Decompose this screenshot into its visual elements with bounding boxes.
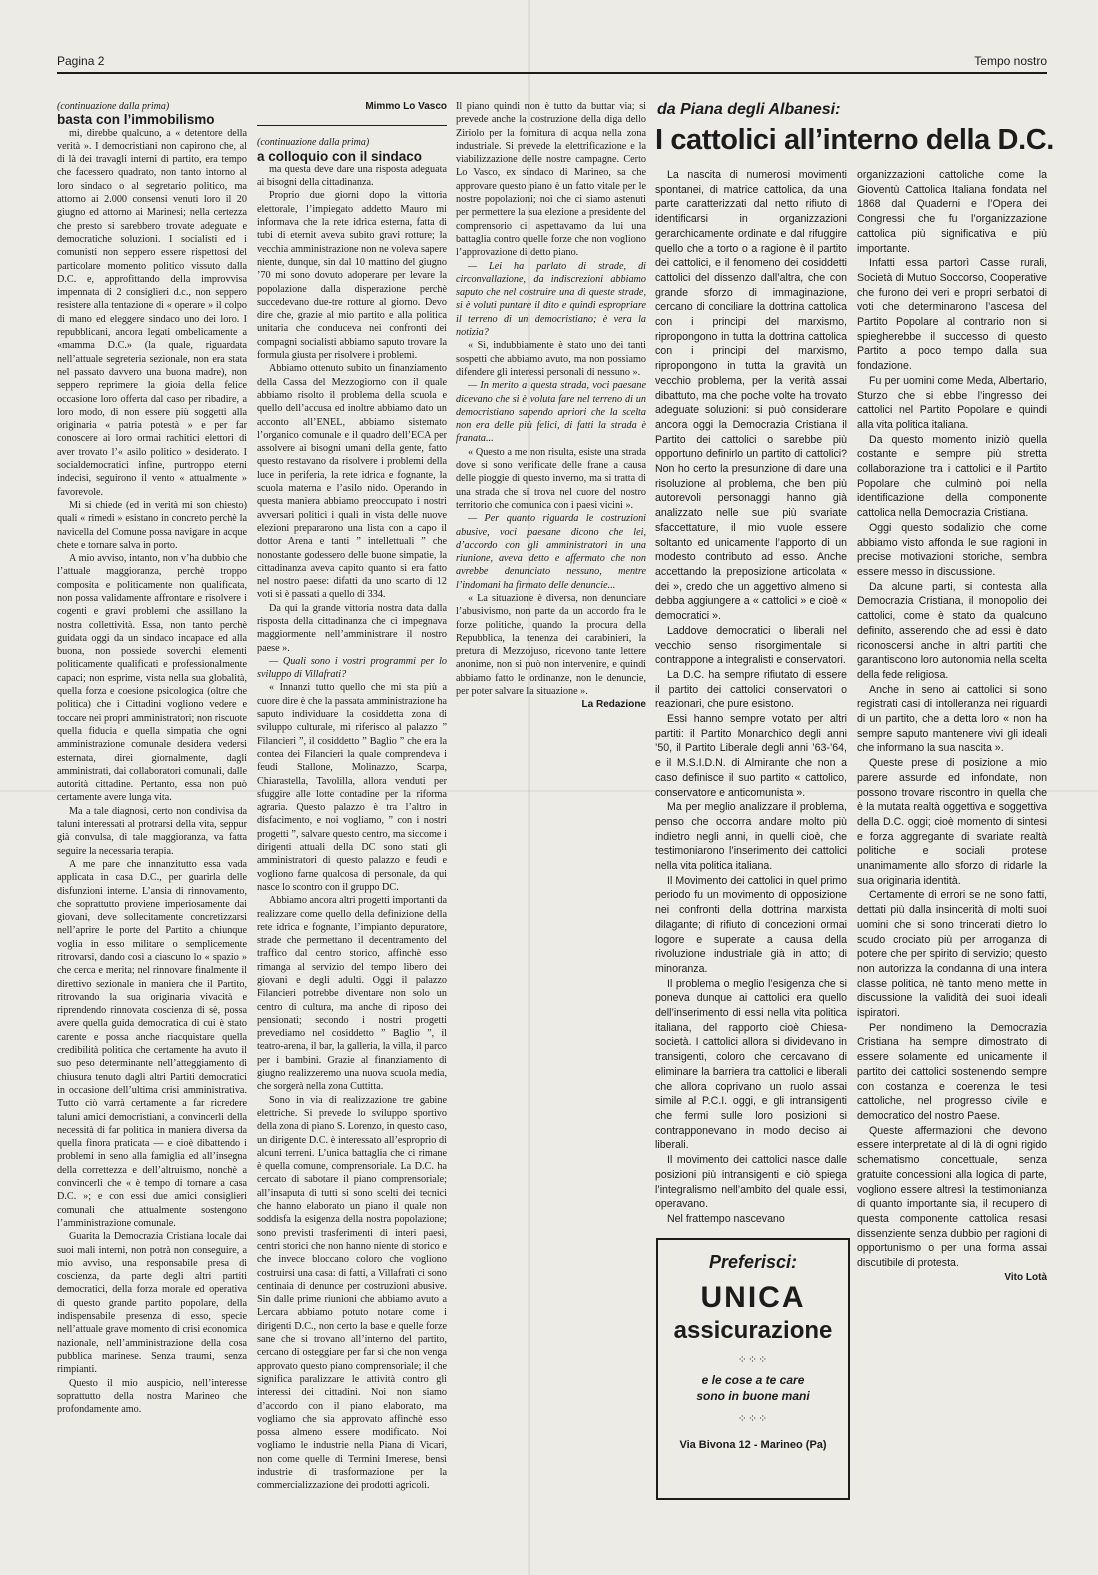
ad-prefix: Preferisci: xyxy=(708,1252,798,1272)
article-paragraph: La nascita di numerosi movimenti spontanei, di matrice cattolica, da una parte caratterizzati dal netto rifiuto di identificarsi in organizzazioni gerarchicamente ordinate e dal rifuggire quello che a torto o a ragione è il partito dei cattolici, e il fenomeno dei cosiddetti cattolici del dissenzo dall’altra, che con grande sforzo di immaginazione, cercano di conciliare la dottrina cattolica con i principi del marxismo, ripropongono in tutta la dottrina cattolica con i principi del marxismo, ripropongono in tutta la gravità un vecchio problema, per la verità assai dibattuto, ma che poche volte ha trovato adeguate soluzioni: si può considerare ancora oggi la Democrazia Cristiana il Partito dei cattolici o sarebbe più opportuno definirlo un partito di cattolici? Non ho certo la presunzione di dare una risoluzione al problema, che ben più autorevoli personaggi hanno già analizzato nelle sue più svariate sfaccettature, il mio vuole essere soltanto ed unicamente l’apporto di un modesto contributo ad esso. Anche accettando la preposizione articolata « dei », credo che un aggettivo almeno si debba aggiungere a « cattolici » e cioè « democratici ». xyxy=(655,169,847,623)
column-5 xyxy=(857,168,1047,1498)
newspaper-name: Tempo nostro xyxy=(974,54,1047,68)
article3-continuation xyxy=(857,168,1047,1271)
article-paragraph: — Lei ha parlato di strade, di circonvallazione, da indiscrezioni abbiamo saputo che nel costruire una di queste strade, si è voluti puntare il dito e quindi espropriare il terreno di un democristiano; è vera la notizia? xyxy=(456,260,646,339)
article-paragraph: ma questa deve dare una risposta adeguata ai bisogni della cittadinanza. xyxy=(257,163,447,189)
signature-lota: Vito Lotà xyxy=(1004,1271,1047,1283)
article-paragraph: Sono in via di realizzazione tre gabine elettriche. Si prevede lo sviluppo sportivo della zona di piano S. Lorenzo, in questo caso, un dirigente D.C. è interessato all’esproprio di alcuni terreni. L’unica battaglia che ci rimane è quella comune, comprensoriale. La D.C. ha cercato di sabotare il piano comprensoriale; all’insaputa di tutti si sono scelti dei tecnici che hanno elaborato un piano il quale non soddisfa la esigenza della nostra popolazione; sono previsti trasferimenti di interi paesi, centri storici che non hanno niente di storico e che invece bloccano coloro che vogliono costruirsi una casa: di fatti, a Villafrati ci sono centinaia di denunce per costruzioni abusive. Sin dalle prime riunioni che abbiamo avuto a Lercara abbiamo potuto notare come i dirigenti D.C., non certo la base e quelle forze sane che si trovano all’interno del partito, cercano di osteggiare per far sì che non venga approvato questo piano comprensoriale; il che significa paralizzare le attività contro gli interessi dei cittadini. Noi non siamo d’accordo con il piano elaborato, ma vogliamo che sia approvato affinchè esso possa almeno essere modificato. Noi vogliamo le industrie nella Piana di Vicari, non come quelle di Termini Imerese, bensì industrie di trasformazione per la commercializzazione dei prodotti agricoli. xyxy=(257,1094,447,1492)
article-paragraph: Il movimento dei cattolici nasce dalle posizioni più intransigenti e ciò spiega l’integralismo nell’ambito del quale essi, operavano. xyxy=(655,1154,847,1211)
article-paragraph: Da qui la grande vittoria nostra data dalla risposta della cittadinanza che ci impegnava maggiormente nell’amministrare il nostro paese ». xyxy=(257,602,447,654)
article-paragraph: mi, direbbe qualcuno, a « detentore della verità ». I democristiani non capirono che, al di là dei travagli interni di partito, era tempo che facessero quadrato, non tanto intorno al loro sindaco o al segretario politico, ma attorno ai 2.000 consensi venuti loro il 20 giugno ed attorno ai Marinesi; nella certezza che presto si sarebbero trovate adeguate e democratiche soluzioni. I socialisti ed i comunisti non seppero essere rispettosi del particolare momento politico vissuto dalla D.C. e, approfittando della improvvisa impennata di 2 consiglieri d.c., non seppero resistere alla tentazione di « operare » il colpo di mano ed eleggere sindaco uno dei loro. I repubblicani, ancora legati ombelicamente a «mamma D.C.» (la quale, riguardata nell’attuale segreteria sezionale, non era stata nel passato davvero una buona madre), non seppero reprimere la gioia della felice occasione loro offerta dal caso per ribadire, a loro modo, di non essere più soggetti alla originaria « patria potestà » e per far conoscere ai loro ormai rachitici elettori di aver trovato l’« asilo politico » desiderato. I socialdemocratici infine, purtroppo eterni indecisi, seguirono il vento « attualmente » favorevole. xyxy=(57,127,247,498)
article-paragraph: Proprio due giorni dopo la vittoria elettorale, l’impiegato addetto Mauro mi informava che la rete idrica esterna, fatta di tubi di eternit aveva subito gravi rotture; la vecchia amministrazione non ne voleva sapere niente, dunque, sin dal 10 mattino del giugno ’70 mi sono dovuto adoperare per levare la popolazione dalla disperazione perchè succedevano due-tre rotture al giorno. Devo dire che, grazie al mio partito e alla politica unitaria che conduceva nei confronti dei compagni socialisti abbiamo saputo trovare la formula giusta per risolvere i problemi. xyxy=(257,190,447,362)
article-paragraph: Nel frattempo nascevano xyxy=(667,1212,785,1225)
article-paragraph: Abbiamo ancora altri progetti importanti da realizzare come quello della definizione della rete idrica e fognante, l’impianto depuratore, strade che permettano il decentramento del traffico dal centro storico, affinchè esso rimanga al servizio del tempo libero dei giovani e degli adulti. Oggi il palazzo Filancieri potrebbe diventare non solo un centro di cultura, ma anche di riposo dei pensionati; secondo i nostri progetti prevediamo nel cosiddetto ” Baglio ”, il teatro-arena, il bar, la galleria, la villa, il parco per i bambini. Grazie al finanziamento di giugno realizzeremo una nuova scuola media, che sorgerà nella zona Cuttitta. xyxy=(257,895,447,1093)
article-paragraph: Abbiamo ottenuto subito un finanziamento della Cassa del Mezzogiorno con il quale abbiamo risolto il problema della scuola e quello dell’accusa ed inoltre abbiamo dato un acconto all’ENEL, abbiamo sistemato l’organico comunale e il quadro dell’ECA per assolvere ai bisogni umani della gente, fatto questo restavano da risolvere i problemi della luce in periferia, la rete idrica e fognante, la scuola materna e l’asilo nido. Operando in questa maniera abbiamo preoccupato i nostri avversari politici i quali in vista delle nuove elezioni prepararono una lista con a capo il dottor Arena e tanti ” intellettuali ” che nonostante godessero delle buone simpatie, la cittadinanza aveva capito quanto si era fatto nel nostro paese: difatti da uno scarto di 12 voti si è passati a quello di 334. xyxy=(257,363,447,601)
article-paragraph: Essi hanno sempre votato per altri partiti: il Partito Monarchico degli anni ’50, il Partito Liberale degli anni ’63-’64, e il M.S.I.D.N. di Almirante che non a caso definisce il suo partito « cattolico, conservatore e anticomunista ». xyxy=(655,713,847,799)
column-3 xyxy=(456,100,646,1498)
article-paragraph: Laddove democratici o liberali nel vecchio senso risorgimentale si contrappone a integralisti e conservatori. xyxy=(655,624,847,667)
ad-slogan-line1: e le cose a te care xyxy=(701,1373,805,1387)
article-paragraph: Infatti essa partorì Casse rurali, Società di Mutuo Soccorso, Cooperative che furono dei veri e propri serbatoi di voti che determinarono l’ascesa del Partito Popolare al contrario non si spiegherebbe il successo di questo Partito a poco tempo dalla sua fondazione. xyxy=(857,257,1047,373)
column-1 xyxy=(57,100,247,1498)
article-paragraph: — Per quanto riguarda le costruzioni abusive, voci paesane dicono che lei, d’accordo con gli amministratori in una riunione, aveva detto e affermato che non avrebbe denunciato nessuno, mentre l’indomani ha firmato delle denuncie... xyxy=(456,513,646,591)
article-paragraph: Il piano quindi non è tutto da buttar via; si prevede anche la costruzione della diga dello Ziriolo per la fornitura di acqua nella zona industriale. Si prevede la elettrificazione e la viabilizzazione delle nostre campagne. Certo Lo Vasco, ex sindaco di Marineo, sa che approvare questo piano è un fatto vitale per le nostre popolazioni; noi che ci siamo astenuti per permettere la sua elezione a presidente del comprensorio ci aspettavamo da lui una battaglia contro quelle forze che non vogliono l’approvazione di detto piano. xyxy=(456,101,646,259)
column-4 xyxy=(655,168,847,1230)
article-paragraph: Ma a tale diagnosi, certo non condivisa da taluni interessati al protrarsi della vita, seppur già convulsa, di tale maggioranza, va fatta seguire la necessaria terapia. xyxy=(57,805,247,857)
header-rule xyxy=(57,72,1047,74)
article-paragraph: Da alcune parti, si contesta alla Democrazia Cristiana, il monopolio dei cattolici, come è stato da qualcuno definito, asserendo che ad essi è dato riconoscersi anche in altri partiti che garantiscono loro autonomia nella scelta della fede religiosa. xyxy=(857,580,1047,681)
article-paragraph: Queste prese di posizione a mio parere assurde ed infondate, non possono trovare riscontro in quella che è la mutata realtà oggettiva e soggettiva della D.C. oggi; cioè momento di sintesi e forza aggregante di svariate realtà politiche e sociali protese unanimamente allo sforzo di ridarle la sua originaria identità. xyxy=(857,757,1047,887)
article-paragraph: A mio avviso, intanto, non v’ha dubbio che l’attuale maggioranza, perchè troppo composita e politicamente non qualificata, non possa validamente affrontare e risolvere i cogenti e gravi problemi che assillano la nostra collettività. Essa, non tanto perchè guidata oggi da un sindaco incapace ed alla buona, non possiede soverchi elementi politicamente qualificati e professionalmente capaci; non esprime, vista nella sua globalità, quella forza e coesione psicologica (oltre che politica) che i Cittadini vogliono vedere e toccare nei propri amministratori; non riscuote quella fiducia e quella simpatia che ogni amministrazione comunale desidera vedersi esternata, direi giornalmente, dagli amministrati, dai collaboratori comunali, dalle autorità cittadine. Pertanto, essa non può certamente avere lunga vita. xyxy=(57,553,247,804)
article-paragraph: — Quali sono i vostri programmi per lo sviluppo di Villafrati? xyxy=(257,655,447,681)
ad-slogan-line2: sono in buone mani xyxy=(696,1389,810,1403)
article3-headline: I cattolici all’interno della D.C. xyxy=(655,124,1054,156)
article-paragraph: Il problema o meglio l’esigenza che si poneva dunque ai cattolici era quello dell’inserimento di essi nella vita politica italiana, del rapporto cioè Chiesa-società. I cattolici allora si dividevano in transigenti, coloro che cercavano di eliminare la barriera tra cattolici e liberali che allora coprivano un ruolo assai simile al P.C.I. oggi, e gli intransigenti che fermi sulle loro posizioni si contrapponevano in modo deciso ai liberali. xyxy=(655,977,847,1152)
signature-redazione: La Redazione xyxy=(581,699,646,711)
ad-brand-assicurazione: assicurazione xyxy=(673,1317,833,1344)
unica-assicurazione-ad xyxy=(656,1238,850,1500)
ad-brand-unica: UNICA xyxy=(700,1281,806,1314)
article-paragraph: organizzazioni cattoliche come la Gioventù Cattolica Italiana fondata nel 1868 dal Quaderni e l’Opera dei Congressi che fu l’organizzazione cattolica più significativa e più importante. xyxy=(857,169,1047,255)
article2-start xyxy=(257,163,447,1493)
article-paragraph: « Sì, indubbiamente è stato uno dei tanti sospetti che abbiamo avuto, ma non possiamo difendere gli interessi personali di nessuno ». xyxy=(456,340,646,378)
page-number-label: Pagina 2 xyxy=(57,54,105,68)
article-paragraph: Oggi questo sodalizio che come abbiamo visto affonda le sue ragioni in precise motivazioni storiche, sembra essere messo in discussione. xyxy=(857,521,1047,578)
article-paragraph: Anche in seno ai cattolici si sono registrati casi di intolleranza nei riguardi di un partito, che a detta loro « non ha sempre saputo mantenere vivi gli ideali che informano la sua nascita ». xyxy=(857,683,1047,755)
article-paragraph: Mi si chiede (ed in verità mi son chiesto) quali « rimedi » esistano in concreto perchè la navicella del Comune possa navigare in acque chete e tornare salva in porto. xyxy=(57,499,247,551)
ad-ornament-2: ⁘⁘⁘ xyxy=(737,1413,769,1425)
continuation-note-2: (continuazione dalla prima) xyxy=(257,137,370,149)
article-paragraph: « Questo a me non risulta, esiste una strada dove si sono verificate delle frane a causa delle pioggie di questo inverno, ma si tratta di una strada che si trova nel cuore del nostro territorio che comunica con i paesi vicini ». xyxy=(456,446,646,511)
article-paragraph: Il Movimento dei cattolici in quel primo periodo fu un movimento di opposizione nei confronti della dottrina marxista dilagante; di rifiuto di concezioni ormai logore e superate a causa della rivoluzione industriale già in atto; di minoranza. xyxy=(655,874,847,975)
article2-continuation xyxy=(456,100,646,698)
article-paragraph: Da questo momento iniziò quella costante e sempre più stretta collaborazione tra i cattolici e il Partito Popolare che culminò poi nella identificazione della componente cattolica nella Democrazia Cristiana. xyxy=(857,433,1047,520)
article-paragraph: A me pare che innanzitutto essa vada applicata in casa D.C., per guarirla delle disfunzioni interne. L’ansia di rinnovamento, che soprattutto proviene imperiosamente dai giovani, deve sollecitamente concretizzarsi nell’aprire le porte del Partito a chiunque voglia in esso militare o semplicemente ritrovarsi, dando così a ciascuno lo « spazio » che cerca e merita; nel rinnovare finalmente il direttivo sezionale in maniera che il Partito, ritrovando la sua originaria vivacità e riprendendo rinnovata coscienza di sè, possa avere quella guida democratica di cui è stato carente e possa anche riacquistare quella credibilità politica che certamente ha avuto il suo peso determinante nell’atteggiamento di chiusura tenuto dagli altri Partiti democratici in occasione dell’ultima crisi amministrativa. Tutto ciò varrà certamente a far ricredere taluni amici democristiani, a convincerli della necessità di far politica in maniera diversa da quella finora praticata — e cioè dibattendo i problemi in seno alla famiglia ed all’insegna della correttezza e dell’altruismo, nonchè a convincerli che « è tempo di tornare a casa D.C. »; e con essi due amici consiglieri comunali che attualmente sostengono l’amministrazione comunale. xyxy=(57,858,247,1229)
article-paragraph: La D.C. ha sempre rifiutato di essere il partito dei cattolici conservatori o reazionari, che pure esistono. xyxy=(655,668,847,711)
article-paragraph: Questo il mio auspicio, nell’interesse soprattutto della nostra Marineo che profondamente amo. xyxy=(57,1377,247,1416)
article-paragraph: Queste affermazioni che devono essere interpretate al di là di ogni rigido schematismo concettuale, senza gratuite concessioni alla logica di parte, vogliono essere altresì la testimonianza di quanto importante sia, il recupero di questa componente cattolica resasi dissenziente senza dubbio per ragioni di opportunismo o per una forma assai discutibile di protesta. xyxy=(857,1124,1047,1270)
ad-address: Via Bivona 12 - Marineo (Pa) xyxy=(679,1439,827,1451)
article3-kicker: da Piana degli Albanesi: xyxy=(657,101,841,118)
article-paragraph: Guarita la Democrazia Cristiana locale dai suoi mali interni, non potrà non conseguire, a mio avviso, una responsabile presa di coscienza, da parte degli altri partiti democratici, della forza morale ed operativa di questo grande partito popolare, della indispensabile presenza di esso, specie nell’attuale grave momento di crisi economica nazionale, nell’amministrazione della cosa pubblica marinese. Senza traumi, senza rimpianti. xyxy=(57,1231,247,1376)
page-header xyxy=(57,52,1047,72)
continuation-note: (continuazione dalla prima) xyxy=(57,101,170,112)
article-paragraph: « Innanzi tutto quello che mi sta più a cuore dire è che la passata amministrazione ha saputo individuare la cosiddetta zona di sviluppo culturale, mi riferisco al palazzo ” Filancieri ”, il cosiddetto ” Baglio ” che era la contea dei Filancieri la quale comprendeva i feudi Stallone, Molinazzo, Scarpa, Chiarastella, Tavolilla, allora venduti per sfuggire alle lotte contadine per la riforma agraria. Questo palazzo è tra l’altro in disfacimento, e noi vogliamo, ” con i nostri progetti ”, salvare questo centro, ma siccome i dirigenti attuali della DC sono stati gli amministratori di questo palazzo e feudi e vogliono farne qualcosa di personale, da qui nasce lo scontro con il gruppo DC. xyxy=(257,682,447,893)
ad-ornament: ⁘⁘⁘ xyxy=(737,1354,769,1366)
article-paragraph: Fu per uomini come Meda, Albertario, Sturzo che si ebbe l’ingresso dei cattolici nel Partito Popolare e quindi alla vita politica italiana. xyxy=(857,374,1047,431)
column-2 xyxy=(257,100,447,1498)
article-separator xyxy=(257,125,447,126)
article-title-sindaco: a colloquio con il sindaco xyxy=(257,148,423,164)
article-paragraph: « La situazione è diversa, non denunciare l’abusivismo, non parte da un accordo fra le forze politiche, quando la procura della Repubblica, la tenenza dei carabinieri, la pretura di Mezzojuso, ricevono tante lettere anonime, non si può non intervenire, e quindi abbiamo fatto le ordinanze, non le denuncie, per poter salvare la situazione ». xyxy=(456,592,646,698)
article-paragraph: Per nondimeno la Democrazia Cristiana ha sempre dimostrato di essere solamente ed unicamente il partito dei cattolici sostenendo sempre con costanza e coerenza le tesi cattoliche, nel progresso civile e democratico del nostro Paese. xyxy=(857,1021,1047,1122)
signature-lo-vasco: Mimmo Lo Vasco xyxy=(365,101,447,112)
article-paragraph: — In merito a questa strada, voci paesane dicevano che si è voluta fare nel terreno di un democristiano sapendo apriori che la scelta non era delle più felici, di fatti la strada è franata... xyxy=(456,380,646,445)
article-paragraph: Ma per meglio analizzare il problema, penso che occorra andare molto più indietro negli anni, in quelli cioè, che testimoniarono l’inserimento dei cattolici nella vita politica italiana. xyxy=(655,801,847,873)
article-title-immobilismo: basta con l’immobilismo xyxy=(57,112,215,128)
article-paragraph: Certamente di errori se ne sono fatti, dettati più dalla insincerità di molti suoi uomini che si sono trincerati dietro lo scudo crociato più per arroganza di potere che per spirito di servizio; questo non autorizza la condanna di una intera classe politica, nè tanto meno mette in discussione la validità dei suoi ideali ispiratori. xyxy=(857,889,1047,1020)
